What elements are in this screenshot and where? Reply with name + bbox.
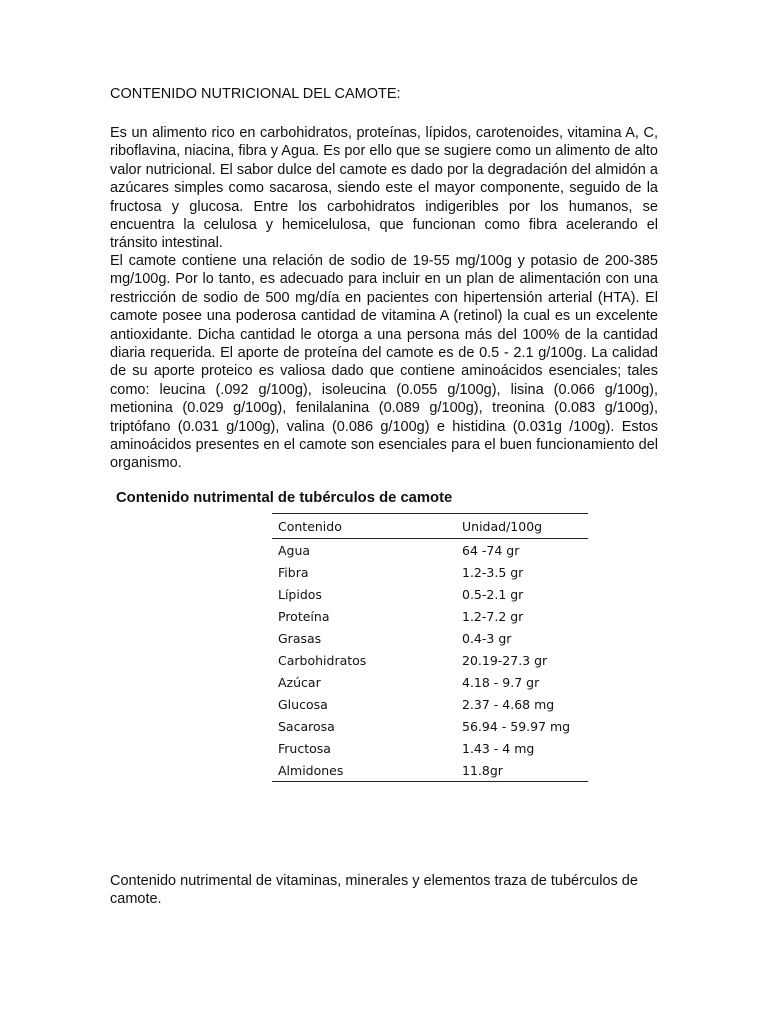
table-row xyxy=(272,715,588,737)
table-cell-unidad: 4.18 - 9.7 gr xyxy=(462,674,540,690)
table-cell-contenido: Proteína xyxy=(278,608,330,624)
table-cell-unidad: 0.4-3 gr xyxy=(462,630,512,646)
table-row xyxy=(272,693,588,715)
table-cell-unidad: 1.2-3.5 gr xyxy=(462,564,524,580)
table-row xyxy=(272,649,588,671)
table-cell-contenido: Agua xyxy=(278,542,311,558)
table-cell-unidad: 0.5-2.1 gr xyxy=(462,586,524,602)
table-row xyxy=(272,671,588,693)
table-cell-contenido: Sacarosa xyxy=(278,718,335,734)
table-cell-contenido: Azúcar xyxy=(278,674,321,690)
table-row xyxy=(272,737,588,759)
table-cell-unidad: 2.37 - 4.68 mg xyxy=(462,696,555,712)
table-title: Contenido nutrimental de tubérculos de camote xyxy=(116,490,453,506)
table-cell-unidad: 11.8gr xyxy=(456,759,588,782)
column-header-contenido: Contenido xyxy=(272,514,456,539)
table-row xyxy=(272,759,588,782)
column-header-unidad: Unidad/100g xyxy=(456,514,588,539)
table-cell-contenido: Almidones xyxy=(272,759,456,782)
table-cell-unidad: 56.94 - 59.97 mg xyxy=(462,718,571,734)
table-cell-contenido: Glucosa xyxy=(278,696,328,712)
table-cell-unidad: 1.2-7.2 gr xyxy=(462,608,524,624)
paragraph-nutrients: Es un alimento rico en carbohidratos, proteínas, lípidos, carotenoides, vitamina A, C, riboflavina, niacina, fibra y Agua. Es por ello que se sugiere como un alimento de alto valor nutricional. El sabor dulce del camote es dado por la degradación del almidón a azúcares simples como sacarosa, siendo este el mayor componente, seguido de la fructosa y glucosa. Entre los carbohidratos indigeribles por los humanos, se encuentra la celulosa y hemicelulosa, que funcionan como fibra acelerando el tránsito intestinal. xyxy=(110,125,658,252)
table-header-row xyxy=(272,514,588,539)
table-cell-unidad: 64 -74 gr xyxy=(462,542,520,558)
table-row xyxy=(272,561,588,583)
paragraph-sodium-protein: El camote contiene una relación de sodio de 19-55 mg/100g y potasio de 200-385 mg/100g. Por lo tanto, es adecuado para incluir en un plan de alimentación con una restricción de sodio de 500 mg/día en pacientes con hipertensión arterial (HTA). El camote posee una poderosa cantidad de vitamina A (retinol) la cual es un excelente antioxidante. Dicha cantidad le otorga a una persona más del 100% de la cantidad diaria requerida. El aporte de proteína del camote es de 0.5 - 2.1 g/100g. La calidad de su aporte proteico es valiosa dado que contiene aminoácidos esenciales; tales como: leucina (.092 g/100g), isoleucina (0.055 g/100g), lisina (0.066 g/100g), metionina (0.029 g/100g), fenilalanina (0.089 g/100g), treonina (0.083 g/100g), triptófano (0.031 g/100g), valina (0.086 g/100g) e histidina (0.031g /100g). Estos aminoácidos presentes en el camote son esenciales para el buen funcionamiento del organismo. xyxy=(110,253,658,472)
table-cell-unidad: 1.43 - 4 mg xyxy=(462,740,535,756)
table-body xyxy=(272,539,588,782)
table-row xyxy=(272,605,588,627)
table-cell-contenido: Grasas xyxy=(278,630,322,646)
table-row xyxy=(272,539,588,562)
document-heading: CONTENIDO NUTRICIONAL DEL CAMOTE: xyxy=(110,86,401,102)
table-cell-contenido: Fructosa xyxy=(278,740,331,756)
table-cell-unidad: 20.19-27.3 gr xyxy=(462,652,548,668)
table-cell-contenido: Lípidos xyxy=(278,586,322,602)
table-cell-contenido: Fibra xyxy=(278,564,309,580)
paragraph-vitamins-title: Contenido nutrimental de vitaminas, minerales y elementos traza de tubérculos de camote. xyxy=(110,873,638,908)
table-row xyxy=(272,583,588,605)
table-row xyxy=(272,627,588,649)
table-cell-contenido: Carbohidratos xyxy=(278,652,367,668)
nutrition-table xyxy=(272,513,588,782)
